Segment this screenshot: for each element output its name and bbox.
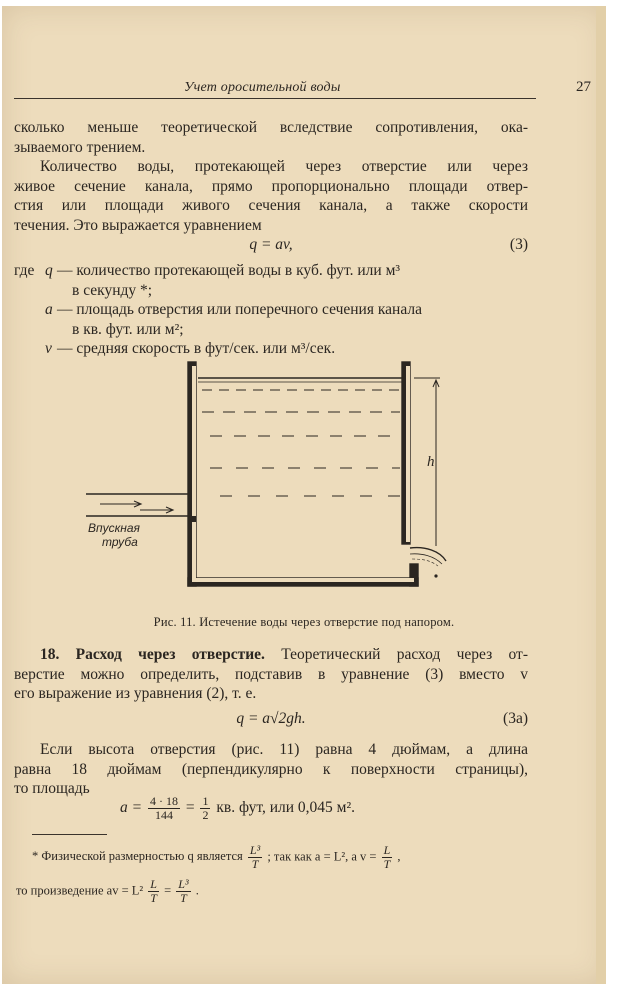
fraction	[148, 878, 159, 905]
fraction	[148, 795, 180, 822]
equation-formula: q = a√2gh.	[236, 710, 306, 727]
fraction-denominator: 2	[202, 808, 209, 822]
area-lhs: a =	[120, 799, 143, 817]
legend-prefix: где	[14, 262, 35, 279]
legend-row-a-cont	[14, 320, 528, 340]
tank-orifice-diagram	[80, 356, 460, 606]
section-first-line	[14, 645, 528, 665]
fraction-numerator: L	[383, 843, 391, 857]
footnote-rule	[32, 834, 107, 835]
equation-3a	[14, 710, 528, 732]
footnote-text: ; так как a = L², a v =	[267, 849, 377, 864]
equation-number: (3а)	[503, 710, 528, 727]
section-18	[14, 645, 528, 704]
text-line: стия или площади живого сечения канала, а также скорости	[14, 197, 528, 214]
footnote-line1	[16, 844, 528, 871]
area-equation	[120, 795, 355, 822]
fraction	[176, 878, 190, 905]
text-line: Если высота отверстия (рис. 11) равна 4 дюймам, а длина	[40, 741, 528, 758]
equals-sign: =	[185, 799, 195, 817]
fraction-numerator: 4 · 18	[149, 794, 178, 808]
legend-row-q-cont	[14, 281, 528, 301]
legend-text: — средняя скорость в фут/сек. или м³/сек.	[57, 340, 336, 357]
paragraph-flow	[14, 157, 528, 235]
fraction-denominator: T	[383, 857, 391, 871]
text-fragment: Теоретический расход через от-	[281, 646, 528, 663]
flow-arrows	[100, 501, 173, 513]
text-line: равна 18 дюймам (перпендикулярно к поверхности страницы),	[14, 760, 528, 778]
footnote-text: .	[195, 883, 199, 898]
header-title: Учет оросительной воды	[184, 80, 341, 95]
legend-row-q	[14, 261, 528, 281]
footnote-text: ,	[397, 849, 401, 864]
text-line: течения. Это выражается уравнением	[14, 216, 262, 234]
running-header	[14, 78, 591, 99]
legend-text: — площадь отверстия или поперечного сечения канала	[57, 301, 422, 318]
fraction-numerator: 1	[202, 794, 209, 808]
footnote-line2	[16, 878, 528, 905]
fraction	[248, 844, 262, 871]
page-edge	[596, 6, 606, 984]
footnote-text: =	[164, 883, 172, 898]
equation-formula: q = av,	[249, 236, 293, 253]
legend-symbol: q	[45, 262, 53, 279]
label-inlet-line1: Впускная	[88, 521, 140, 535]
fraction	[200, 795, 210, 822]
equation-number: (3)	[509, 236, 528, 253]
fraction	[382, 844, 393, 871]
equation-3	[14, 236, 528, 258]
legend-symbol: a	[45, 301, 53, 318]
text-line: зываемого трением.	[14, 138, 146, 156]
fraction-denominator: 144	[154, 808, 173, 822]
text-line: его выражение из уравнения (2), т. е.	[14, 685, 257, 702]
text-line: Количество воды, протекающей через отверстие или через	[40, 158, 528, 175]
text-line: сколько меньше теоретической вследствие сопротивления, ока-	[14, 119, 528, 136]
fraction-numerator: L³	[249, 843, 261, 857]
label-h: h	[427, 454, 435, 470]
legend-text: — количество протекающей воды в куб. фут. или м³	[57, 262, 401, 279]
tank-right-wall-lower	[410, 564, 418, 586]
label-inlet-line2: труба	[102, 535, 138, 549]
symbol-legend	[14, 261, 528, 359]
book-page	[2, 6, 606, 984]
section-heading: Расход через отверстие.	[75, 646, 265, 663]
paragraph-continued	[14, 118, 528, 157]
section-number: 18.	[40, 646, 60, 663]
text-line: то площадь	[14, 780, 90, 797]
text-line: верстие можно определить, подставив в уравнение (3) вместо v	[14, 665, 528, 683]
legend-symbol: v	[45, 340, 52, 357]
fraction-numerator: L	[150, 877, 157, 891]
area-tail: кв. фут, или 0,045 м².	[216, 799, 355, 817]
footnote-text: то произведение av = L²	[16, 883, 144, 898]
fraction-denominator: T	[251, 857, 259, 871]
outflow-jet	[410, 548, 446, 561]
figure-caption: Рис. 11. Истечение воды через отверстие под напором.	[153, 615, 455, 629]
fraction-denominator: T	[180, 891, 187, 905]
page-number: 27	[576, 79, 591, 95]
footnote-text: * Физической размерностью q является	[32, 849, 243, 864]
paragraph-area	[14, 740, 528, 799]
fraction-denominator: T	[150, 891, 157, 905]
legend-text: в кв. фут. или м²;	[72, 320, 184, 338]
legend-row-a	[14, 300, 528, 320]
legend-text: в секунду *;	[72, 281, 153, 299]
text-line: живое сечение канала, прямо пропорционально площади отвер-	[14, 177, 528, 195]
fraction-numerator: L³	[178, 877, 189, 891]
